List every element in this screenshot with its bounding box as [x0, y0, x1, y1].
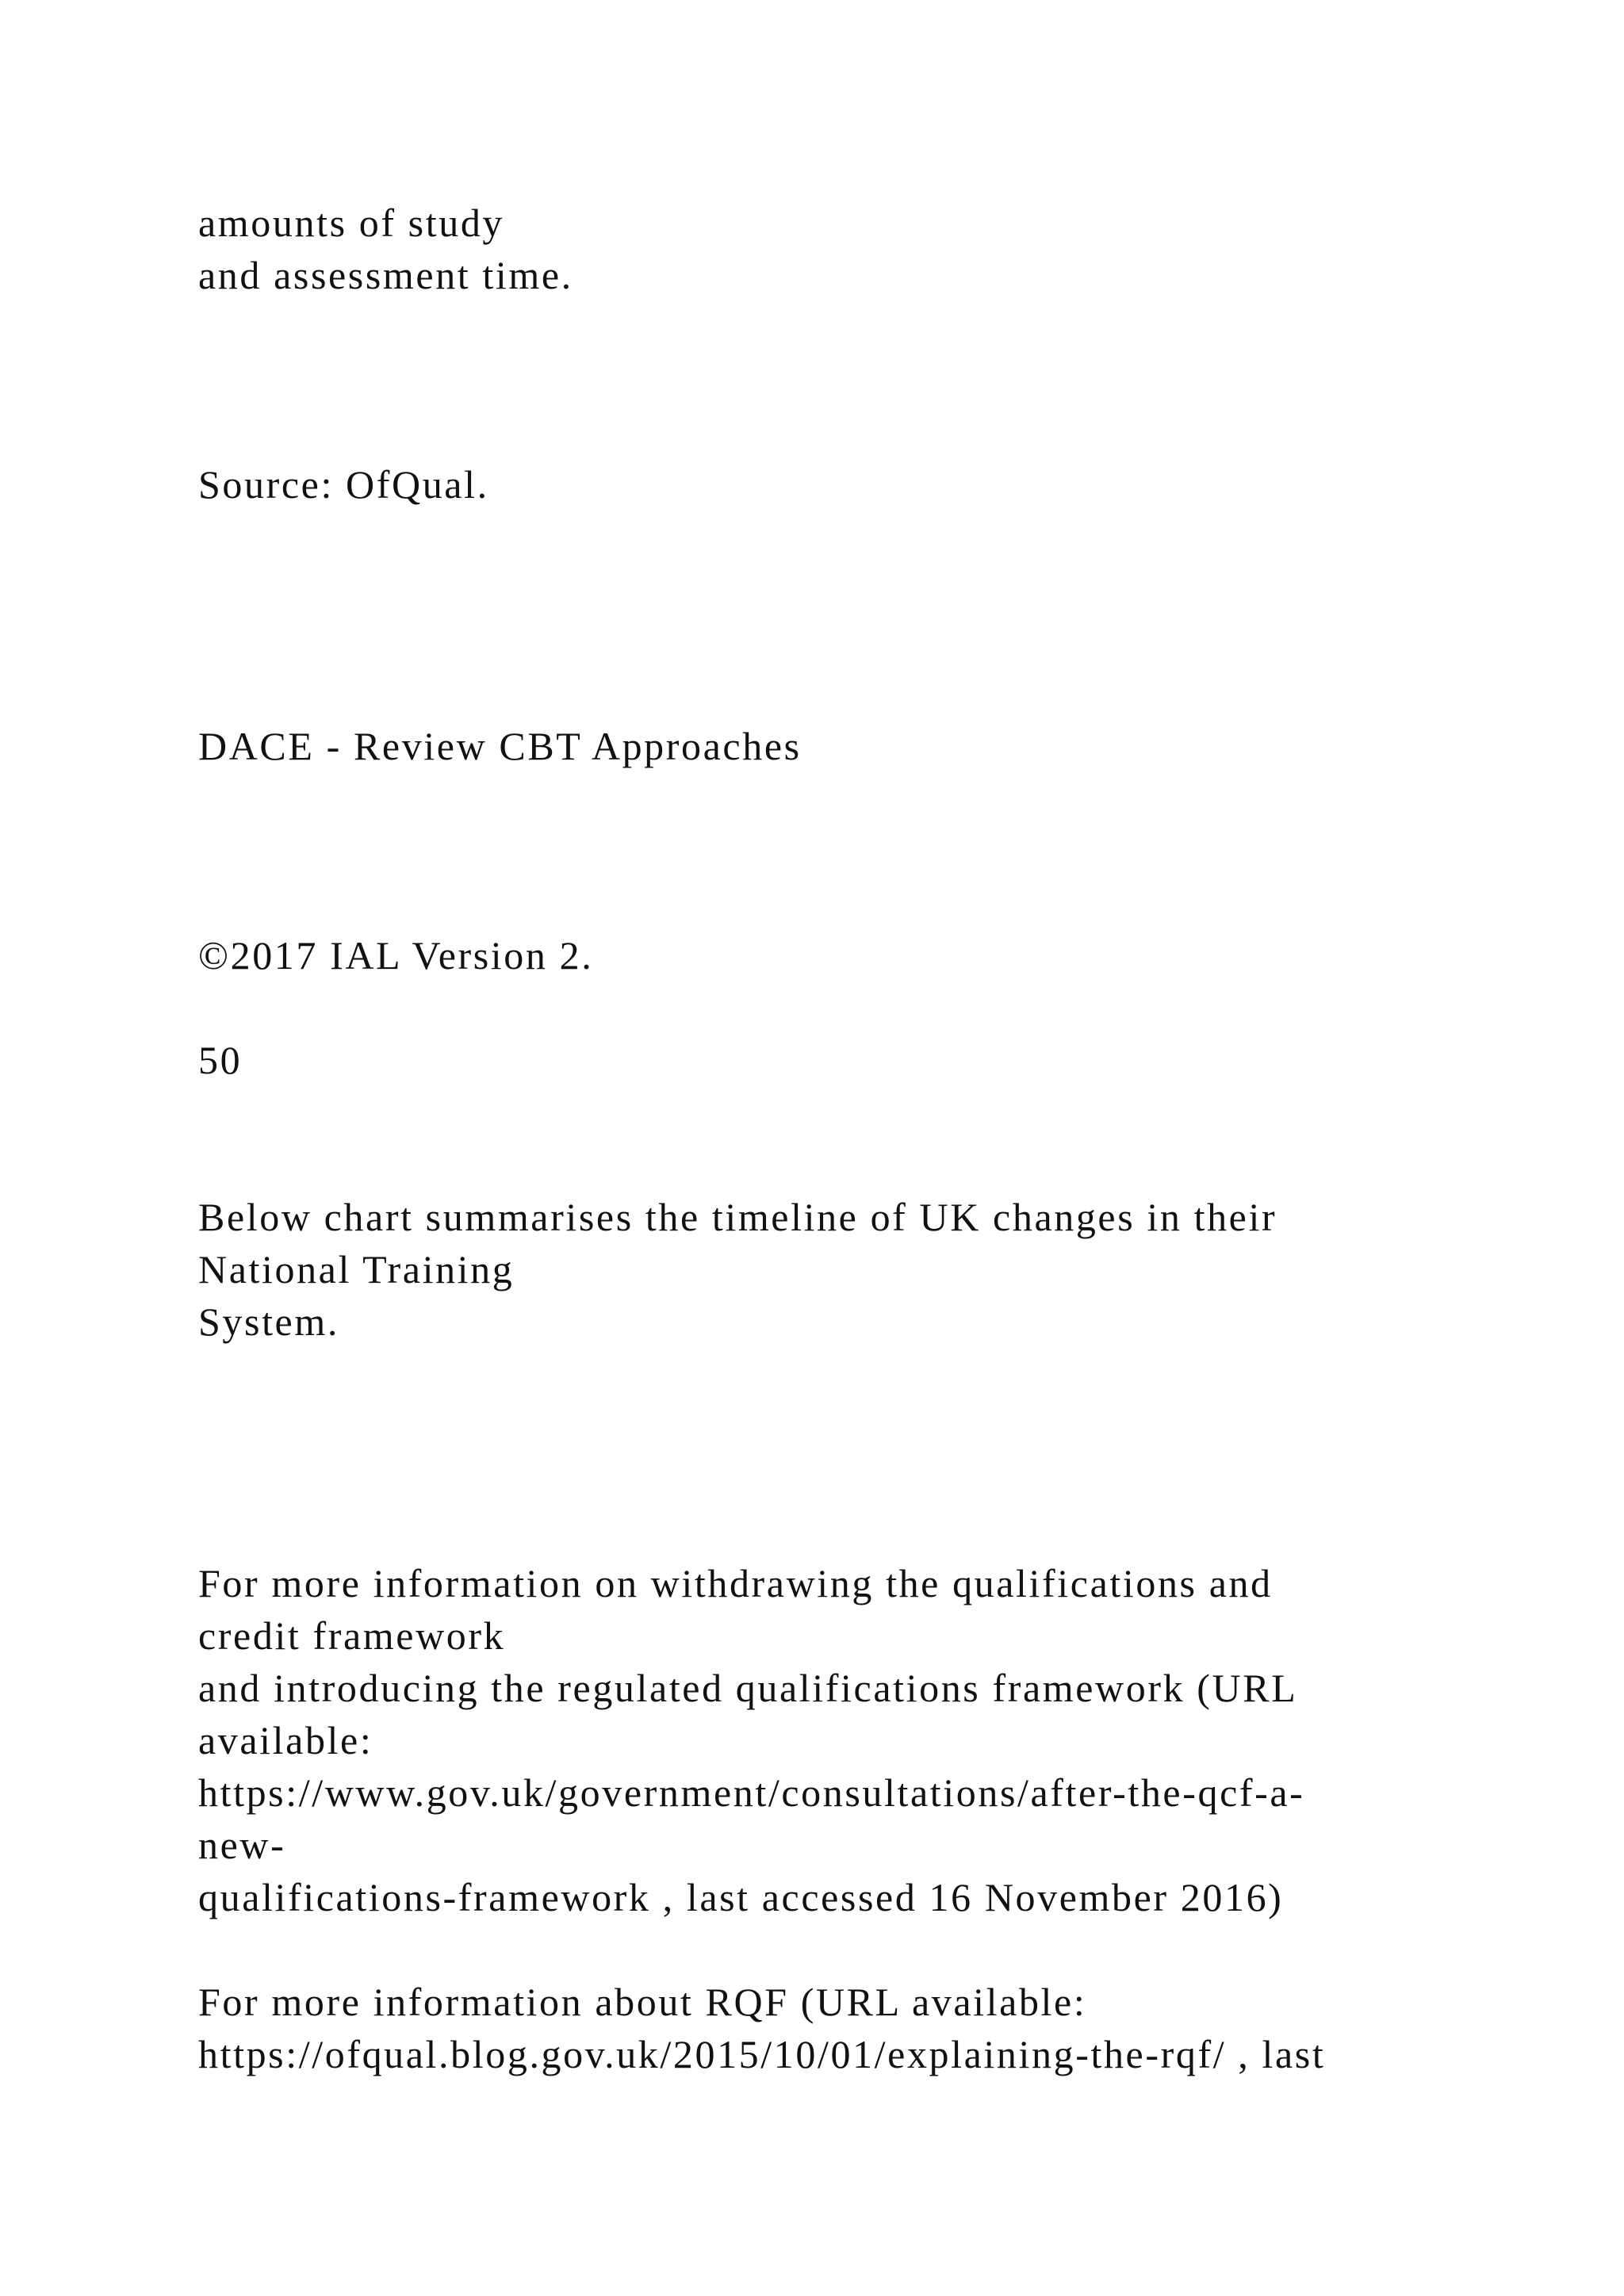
footer-title: DACE - Review CBT Approaches	[198, 724, 802, 768]
qcf-info-link-line-2[interactable]: new-	[198, 1823, 286, 1867]
page-number: 50	[198, 1038, 243, 1082]
qcf-info-link-line-1[interactable]: https://www.gov.uk/government/consultations/after-the-qcf-a-	[198, 1770, 1305, 1815]
source-note: Source: OfQual.	[198, 462, 489, 507]
chart-intro-line-1: Below chart summarises the timeline of UK changes in their	[198, 1195, 1277, 1239]
qcf-info-line-7: qualifications-framework , last accessed 16 November 2016)	[198, 1875, 1284, 1919]
qcf-info-line-4: available:	[198, 1718, 373, 1762]
rqf-info-line-1: For more information about RQF (URL available:	[198, 1980, 1087, 2024]
chart-intro-line-2: National Training	[198, 1247, 515, 1292]
study-text-line-1: amounts of study	[198, 201, 505, 245]
chart-intro-line-3: System.	[198, 1299, 339, 1344]
qcf-info-line-1: For more information on withdrawing the qualifications and	[198, 1561, 1273, 1605]
rqf-info-link-line[interactable]: https://ofqual.blog.gov.uk/2015/10/01/explaining-the-rqf/ , last	[198, 2032, 1326, 2076]
study-text-line-2: and assessment time.	[198, 253, 573, 297]
copyright-notice: ©2017 IAL Version 2.	[198, 933, 594, 978]
qcf-info-line-2: credit framework	[198, 1613, 506, 1658]
qcf-info-line-3: and introducing the regulated qualifications framework (URL	[198, 1666, 1298, 1710]
